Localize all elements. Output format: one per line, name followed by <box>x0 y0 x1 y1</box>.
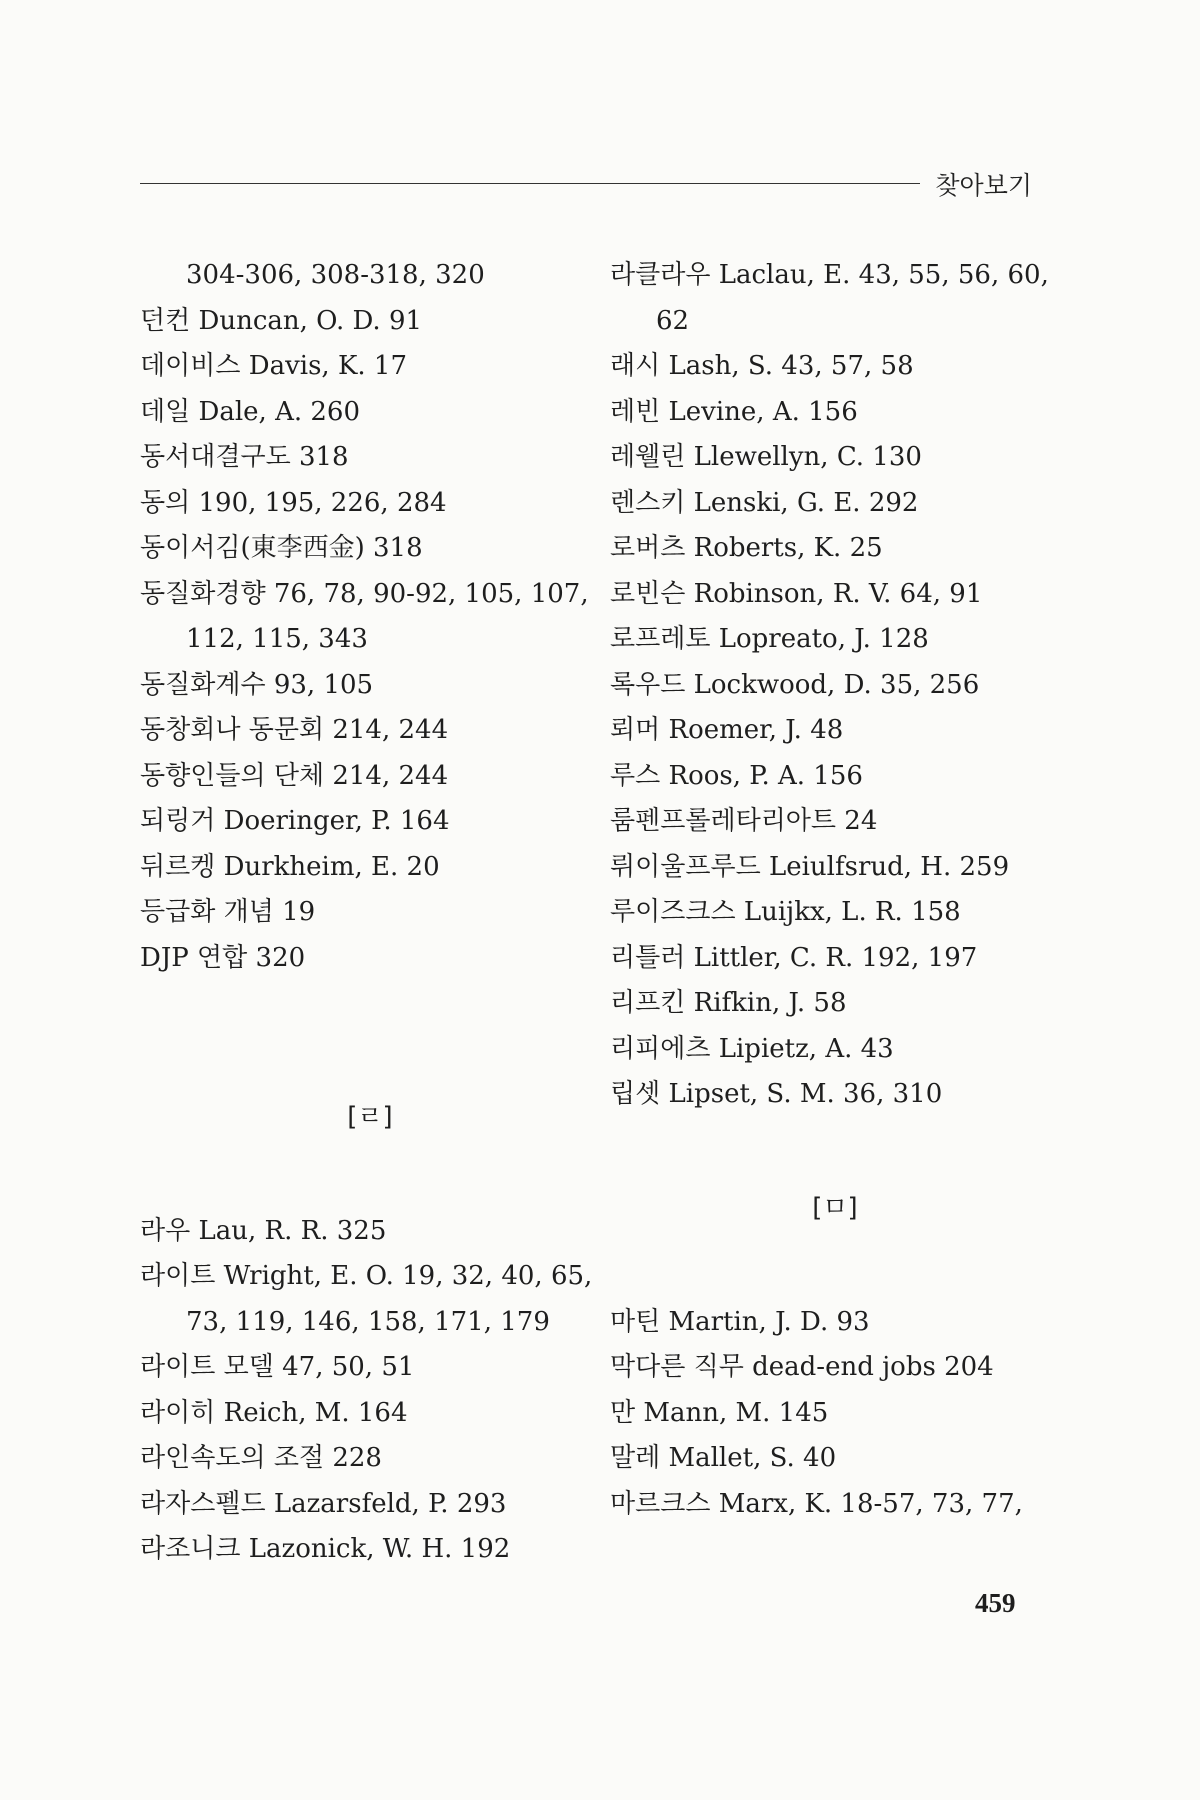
index-entry: 로프레토 Lopreato, J. 128 <box>610 624 929 654</box>
index-column-left <box>140 253 600 1573</box>
section-heading: [ㄹ] <box>347 1102 393 1132</box>
index-entry: 루스 Roos, P. A. 156 <box>610 760 863 791</box>
index-entry: 라이트 모델 47, 50, 51 <box>140 1352 415 1382</box>
header-title: 찾아보기 <box>935 171 1032 200</box>
index-entry: 데일 Dale, A. 260 <box>140 396 361 427</box>
section-heading: [ㅁ] <box>812 1193 858 1223</box>
index-entry: 레빈 Levine, A. 156 <box>610 396 858 427</box>
running-header <box>140 160 1040 204</box>
index-entry: 렌스키 Lenski, G. E. 292 <box>610 487 919 518</box>
index-entry-continuation: 62 <box>656 305 690 336</box>
index-entry: 데이비스 Davis, K. 17 <box>140 351 407 381</box>
index-entry-continuation: 304-306, 308-318, 320 <box>186 260 485 290</box>
spacer <box>140 981 600 1072</box>
index-entry: 뢰머 Roemer, J. 48 <box>610 715 844 745</box>
spacer <box>140 1163 600 1209</box>
index-entry: 마틴 Martin, J. D. 93 <box>610 1306 870 1337</box>
index-entry: 던컨 Duncan, O. D. 91 <box>140 305 423 336</box>
index-entry: 동질화경향 76, 78, 90-92, 105, 107, <box>140 578 589 609</box>
index-column-right <box>610 253 1060 1527</box>
index-entry: 로빈슨 Robinson, R. V. 64, 91 <box>610 578 983 609</box>
index-entry-continuation: 112, 115, 343 <box>186 624 368 654</box>
index-entry: 래시 Lash, S. 43, 57, 58 <box>610 351 914 381</box>
index-entry: 로버츠 Roberts, K. 25 <box>610 533 883 563</box>
index-entry: 동이서김(東李西金) 318 <box>140 533 423 563</box>
index-entry: 라이히 Reich, M. 164 <box>140 1397 408 1428</box>
index-entry: 마르크스 Marx, K. 18-57, 73, 77, <box>610 1488 1023 1519</box>
spacer <box>610 1118 1060 1164</box>
index-entry: 록우드 Lockwood, D. 35, 256 <box>610 669 980 700</box>
spacer <box>610 1254 1060 1300</box>
index-entry: 등급화 개념 19 <box>140 897 316 927</box>
index-entry: 룸펜프롤레타리아트 24 <box>610 806 878 836</box>
index-entry: 뒤르켕 Durkheim, E. 20 <box>140 851 440 882</box>
index-entry: 리피에츠 Lipietz, A. 43 <box>610 1033 894 1064</box>
index-entry: 동질화계수 93, 105 <box>140 669 374 700</box>
index-entry: 뤼이울프루드 Leiulfsrud, H. 259 <box>610 851 1010 882</box>
index-entry: 동의 190, 195, 226, 284 <box>140 487 447 518</box>
page-number: 459 <box>975 1588 1016 1618</box>
index-entry: 막다른 직무 dead-end jobs 204 <box>610 1352 994 1382</box>
index-entry: 리틀러 Littler, C. R. 192, 197 <box>610 942 978 973</box>
index-entry: 동서대결구도 318 <box>140 442 349 472</box>
index-entry: 되링거 Doeringer, P. 164 <box>140 806 450 836</box>
index-entry: 라이트 Wright, E. O. 19, 32, 40, 65, <box>140 1261 593 1291</box>
index-entry: 라자스펠드 Lazarsfeld, P. 293 <box>140 1488 507 1519</box>
index-entry: DJP 연합 320 <box>140 942 306 973</box>
index-entry: 동창회나 동문회 214, 244 <box>140 715 449 745</box>
index-entry: 리프킨 Rifkin, J. 58 <box>610 988 847 1018</box>
index-entry: 라클라우 Laclau, E. 43, 55, 56, 60, <box>610 260 1049 290</box>
index-entry: 립셋 Lipset, S. M. 36, 310 <box>610 1079 943 1109</box>
index-entry: 만 Mann, M. 145 <box>610 1397 829 1428</box>
index-entry: 동향인들의 단체 214, 244 <box>140 760 449 791</box>
index-entry: 말레 Mallet, S. 40 <box>610 1443 837 1473</box>
index-entry: 루이즈크스 Luijkx, L. R. 158 <box>610 897 961 927</box>
index-entry: 라인속도의 조절 228 <box>140 1443 382 1473</box>
index-entry: 라조니크 Lazonick, W. H. 192 <box>140 1534 511 1564</box>
index-entry: 라우 Lau, R. R. 325 <box>140 1215 387 1246</box>
index-entry-continuation: 73, 119, 146, 158, 171, 179 <box>186 1306 550 1337</box>
header-rule <box>140 183 920 184</box>
index-entry: 레웰린 Llewellyn, C. 130 <box>610 442 922 472</box>
